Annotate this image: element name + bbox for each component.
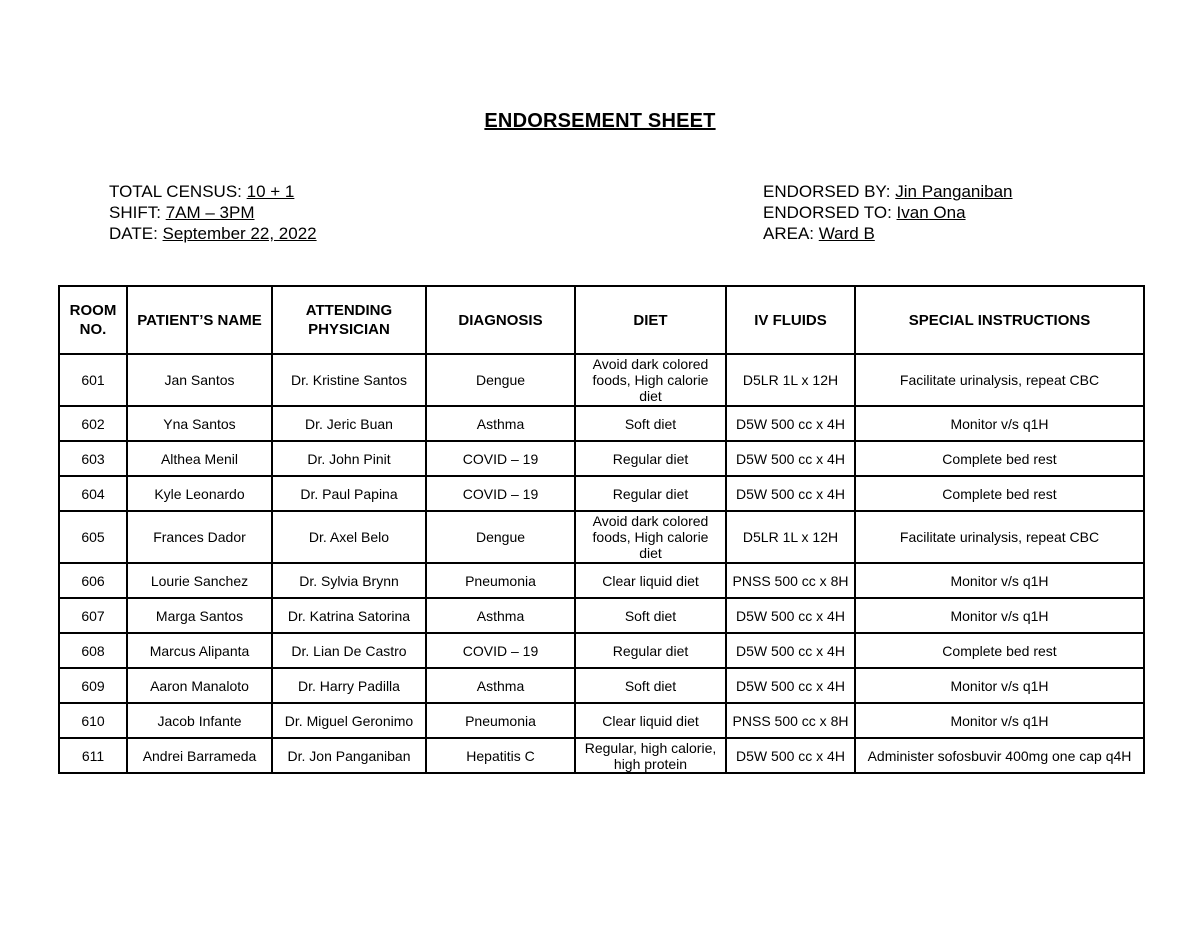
census-label: TOTAL CENSUS: [109,182,242,201]
cell-diet: Clear liquid diet [575,563,726,598]
table-row [59,441,1144,476]
cell-iv: D5W 500 cc x 4H [726,738,855,773]
shift-label: SHIFT: [109,203,161,222]
column-header-iv: IV FLUIDS [726,286,855,354]
table-row [59,738,1144,773]
cell-instructions: Facilitate urinalysis, repeat CBC [855,354,1144,406]
cell-name: Lourie Sanchez [127,563,272,598]
cell-room: 611 [59,738,127,773]
shift-row [109,202,317,223]
cell-diet: Soft diet [575,406,726,441]
endorsed-to-row [763,202,1013,223]
cell-instructions: Monitor v/s q1H [855,598,1144,633]
column-header-name: PATIENT’S NAME [127,286,272,354]
cell-iv: D5W 500 cc x 4H [726,633,855,668]
cell-room: 606 [59,563,127,598]
endorsed-by-value: Jin Panganiban [895,182,1013,201]
cell-room: 604 [59,476,127,511]
cell-room: 603 [59,441,127,476]
cell-diet: Soft diet [575,598,726,633]
date-row [109,223,317,244]
cell-room: 601 [59,354,127,406]
cell-diagnosis: Hepatitis C [426,738,575,773]
cell-diet: Regular diet [575,633,726,668]
cell-diagnosis: COVID – 19 [426,633,575,668]
cell-name: Kyle Leonardo [127,476,272,511]
column-header-physician: ATTENDING PHYSICIAN [272,286,426,354]
endorsed-by-row [763,181,1013,202]
date-label: DATE: [109,224,158,243]
census-value: 10 + 1 [246,182,295,201]
column-header-diagnosis: DIAGNOSIS [426,286,575,354]
cell-diagnosis: Pneumonia [426,563,575,598]
cell-iv: PNSS 500 cc x 8H [726,563,855,598]
cell-diet: Regular, high calorie, high protein [575,738,726,773]
cell-diagnosis: Dengue [426,354,575,406]
cell-diet: Regular diet [575,476,726,511]
cell-diagnosis: COVID – 19 [426,441,575,476]
cell-iv: D5W 500 cc x 4H [726,441,855,476]
cell-instructions: Monitor v/s q1H [855,406,1144,441]
cell-instructions: Complete bed rest [855,633,1144,668]
shift-value: 7AM – 3PM [165,203,255,222]
cell-diet: Soft diet [575,668,726,703]
cell-iv: D5W 500 cc x 4H [726,406,855,441]
cell-name: Jacob Infante [127,703,272,738]
area-value: Ward B [818,224,875,243]
census-row [109,181,317,202]
cell-room: 610 [59,703,127,738]
area-row [763,223,1013,244]
cell-iv: D5W 500 cc x 4H [726,476,855,511]
cell-diagnosis: Asthma [426,406,575,441]
cell-instructions: Facilitate urinalysis, repeat CBC [855,511,1144,563]
cell-instructions: Monitor v/s q1H [855,703,1144,738]
area-label: AREA: [763,224,815,243]
cell-instructions: Monitor v/s q1H [855,563,1144,598]
endorsement-table [58,285,1145,774]
cell-physician: Dr. Paul Papina [272,476,426,511]
cell-name: Jan Santos [127,354,272,406]
cell-iv: PNSS 500 cc x 8H [726,703,855,738]
cell-iv: D5LR 1L x 12H [726,354,855,406]
cell-iv: D5W 500 cc x 4H [726,668,855,703]
cell-diagnosis: COVID – 19 [426,476,575,511]
cell-room: 608 [59,633,127,668]
cell-diet: Clear liquid diet [575,703,726,738]
table-row [59,476,1144,511]
table-row [59,598,1144,633]
table-row [59,563,1144,598]
cell-physician: Dr. Sylvia Brynn [272,563,426,598]
column-header-room: ROOM NO. [59,286,127,354]
cell-diagnosis: Asthma [426,598,575,633]
cell-name: Marga Santos [127,598,272,633]
cell-physician: Dr. Harry Padilla [272,668,426,703]
cell-instructions: Administer sofosbuvir 400mg one cap q4H [855,738,1144,773]
cell-instructions: Complete bed rest [855,441,1144,476]
cell-physician: Dr. Axel Belo [272,511,426,563]
cell-name: Frances Dador [127,511,272,563]
cell-physician: Dr. Kristine Santos [272,354,426,406]
cell-physician: Dr. John Pinit [272,441,426,476]
table-row [59,668,1144,703]
cell-diet: Regular diet [575,441,726,476]
cell-diagnosis: Pneumonia [426,703,575,738]
endorsed-by-label: ENDORSED BY: [763,182,891,201]
endorsed-to-value: Ivan Ona [896,203,966,222]
header-right-info [763,181,1013,244]
cell-physician: Dr. Lian De Castro [272,633,426,668]
cell-room: 602 [59,406,127,441]
cell-physician: Dr. Katrina Satorina [272,598,426,633]
table-row [59,511,1144,563]
page-title: ENDORSEMENT SHEET [484,110,716,132]
cell-instructions: Complete bed rest [855,476,1144,511]
cell-physician: Dr. Miguel Geronimo [272,703,426,738]
cell-physician: Dr. Jon Panganiban [272,738,426,773]
column-header-instructions: SPECIAL INSTRUCTIONS [855,286,1144,354]
cell-iv: D5W 500 cc x 4H [726,598,855,633]
cell-iv: D5LR 1L x 12H [726,511,855,563]
cell-physician: Dr. Jeric Buan [272,406,426,441]
table-row [59,406,1144,441]
cell-name: Aaron Manaloto [127,668,272,703]
table-header-row [59,286,1144,354]
cell-room: 605 [59,511,127,563]
table-row [59,633,1144,668]
cell-name: Althea Menil [127,441,272,476]
cell-diagnosis: Dengue [426,511,575,563]
cell-room: 609 [59,668,127,703]
cell-room: 607 [59,598,127,633]
cell-name: Andrei Barrameda [127,738,272,773]
cell-name: Yna Santos [127,406,272,441]
cell-name: Marcus Alipanta [127,633,272,668]
table-row [59,703,1144,738]
table-row [59,354,1144,406]
cell-diagnosis: Asthma [426,668,575,703]
endorsed-to-label: ENDORSED TO: [763,203,892,222]
cell-diet: Avoid dark colored foods, High calorie diet [575,511,726,563]
date-value: September 22, 2022 [162,224,317,243]
cell-instructions: Monitor v/s q1H [855,668,1144,703]
header-left-info [109,181,317,244]
cell-diet: Avoid dark colored foods, High calorie diet [575,354,726,406]
column-header-diet: DIET [575,286,726,354]
